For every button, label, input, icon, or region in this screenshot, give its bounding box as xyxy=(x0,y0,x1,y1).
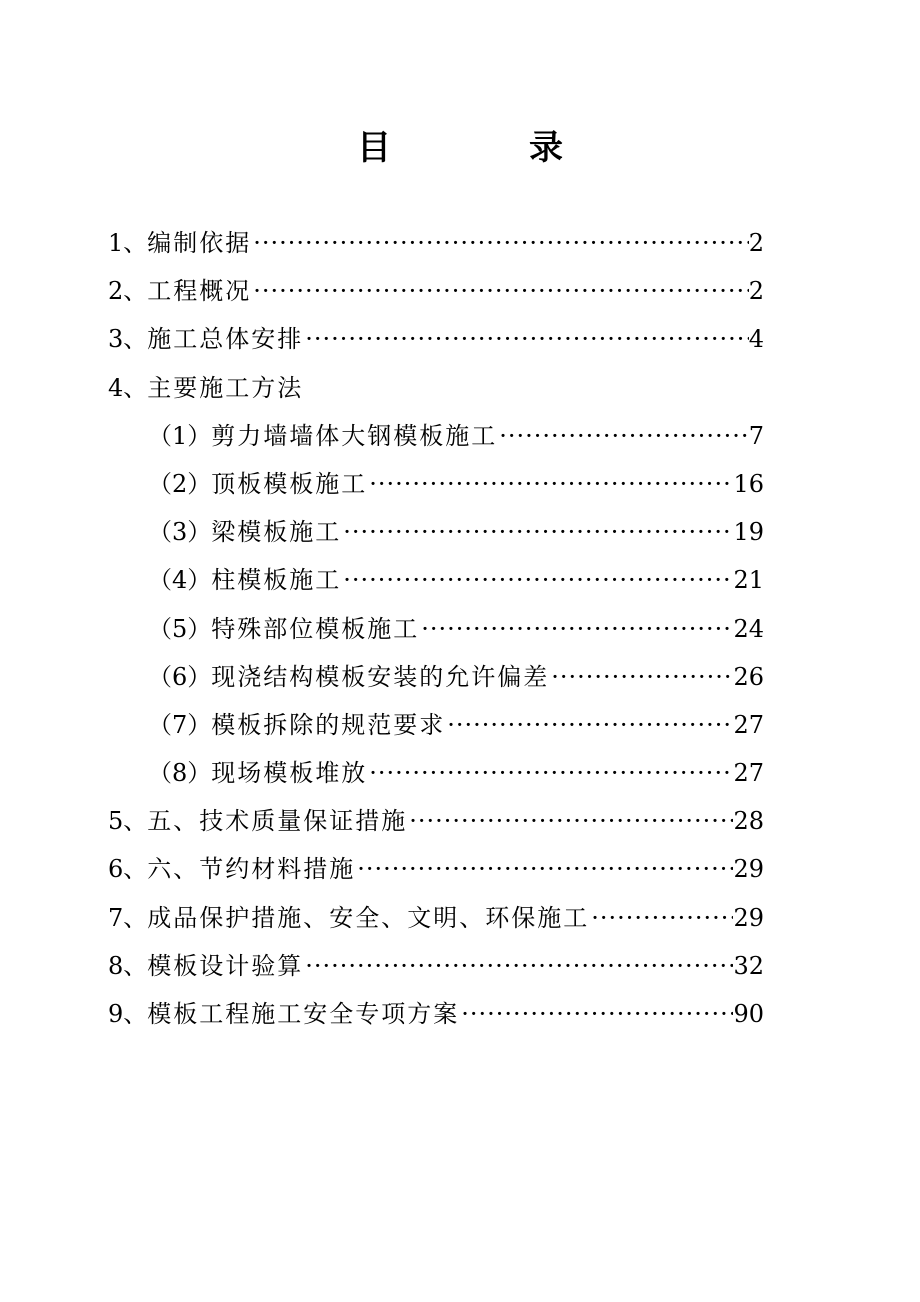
toc-entry-title: 剪力墙墙体大钢模板施工 xyxy=(211,421,498,450)
toc-entry[interactable] xyxy=(108,701,764,749)
toc-entry-page: 27 xyxy=(733,759,764,788)
toc-leader-dots xyxy=(303,942,733,990)
toc-entry-number: 6、 xyxy=(108,855,148,884)
toc-entry-page: 4 xyxy=(748,325,764,354)
toc-leader-dots xyxy=(549,653,733,701)
toc-leader-dots xyxy=(367,749,733,797)
toc-leader-dots xyxy=(303,315,748,363)
toc-leader-dots xyxy=(497,412,748,460)
toc-entry-page: 16 xyxy=(733,469,764,498)
toc-entry-title: 五、技术质量保证措施 xyxy=(147,807,408,836)
toc-leader-dots xyxy=(407,797,733,845)
toc-entry-title: 柱模板施工 xyxy=(211,566,342,595)
toc-entry-title: 现场模板堆放 xyxy=(211,759,368,788)
toc-entry[interactable] xyxy=(108,749,764,797)
toc-entry-page: 29 xyxy=(733,903,764,932)
toc-entry[interactable] xyxy=(108,556,764,604)
toc-entry-page: 7 xyxy=(748,421,764,450)
toc-entry-title: 梁模板施工 xyxy=(211,518,342,547)
toc-entry[interactable] xyxy=(108,315,764,363)
toc-entry-number: （3） xyxy=(148,518,212,547)
toc-leader-dots xyxy=(459,990,733,1038)
toc-title: 目 录 xyxy=(357,128,615,168)
toc-entry[interactable] xyxy=(108,942,764,990)
toc-entry-title: 模板工程施工安全专项方案 xyxy=(147,1000,460,1028)
toc-entry-page: 29 xyxy=(733,855,764,884)
toc-leader-dots xyxy=(419,605,733,653)
toc-entry-title: 模板拆除的规范要求 xyxy=(211,710,446,739)
toc-entry-page: 21 xyxy=(733,566,764,595)
toc-entry-title: 顶板模板施工 xyxy=(211,469,368,498)
toc-entry-number: 8、 xyxy=(108,951,148,980)
table-of-contents xyxy=(108,219,764,1038)
toc-entry-number: （1） xyxy=(148,421,212,450)
toc-entry[interactable] xyxy=(108,460,764,508)
toc-entry-number: （7） xyxy=(148,710,212,739)
toc-entry-title: 模板设计验算 xyxy=(147,951,304,980)
toc-entry-title: 现浇结构模板安装的允许偏差 xyxy=(211,662,550,691)
toc-entry[interactable] xyxy=(108,845,764,893)
toc-entry-number: （4） xyxy=(148,566,212,595)
toc-entry[interactable] xyxy=(108,219,764,267)
toc-entry-number: 3、 xyxy=(108,325,148,354)
toc-entry[interactable] xyxy=(108,508,764,556)
toc-entry-page: 2 xyxy=(748,277,764,306)
toc-entry-number: （8） xyxy=(148,759,212,788)
toc-entry-number: 4、 xyxy=(108,373,148,402)
toc-entry-number: 9、 xyxy=(108,1000,148,1028)
toc-entry-title: 特殊部位模板施工 xyxy=(211,614,420,643)
toc-entry-number: （6） xyxy=(148,662,212,691)
toc-entry[interactable] xyxy=(108,364,764,412)
toc-entry-number: （2） xyxy=(148,469,212,498)
toc-leader-dots xyxy=(341,556,733,604)
toc-entry-page: 27 xyxy=(733,710,764,739)
toc-entry-title: 成品保护措施、安全、文明、环保施工 xyxy=(147,903,590,932)
toc-entry-number: 7、 xyxy=(108,903,148,932)
toc-entry-number: （5） xyxy=(148,614,212,643)
toc-entry-page: 26 xyxy=(733,662,764,691)
toc-entry[interactable] xyxy=(108,267,764,315)
toc-entry-page: 90 xyxy=(733,1000,764,1028)
toc-entry-page: 28 xyxy=(733,807,764,836)
toc-leader-dots xyxy=(367,460,733,508)
toc-entry-page: 24 xyxy=(733,614,764,643)
toc-entry-title: 六、节约材料措施 xyxy=(147,855,356,884)
toc-leader-dots xyxy=(355,845,733,893)
toc-entry-title: 编制依据 xyxy=(147,229,252,257)
toc-entry-title: 施工总体安排 xyxy=(147,325,304,354)
toc-leader-dots xyxy=(341,508,733,556)
toc-leader-dots xyxy=(589,894,733,942)
toc-entry[interactable] xyxy=(108,990,764,1038)
toc-entry-page: 2 xyxy=(748,229,764,257)
toc-leader-dots xyxy=(251,219,748,267)
toc-entry-page: 19 xyxy=(733,518,764,547)
toc-entry-title: 主要施工方法 xyxy=(147,373,304,402)
toc-entry-page: 32 xyxy=(733,951,764,980)
toc-entry[interactable] xyxy=(108,653,764,701)
toc-entry[interactable] xyxy=(108,797,764,845)
toc-entry[interactable] xyxy=(108,412,764,460)
toc-entry-number: 1、 xyxy=(108,229,148,257)
toc-leader-dots xyxy=(251,267,748,315)
toc-entry-number: 5、 xyxy=(108,807,148,836)
toc-entry-title: 工程概况 xyxy=(147,277,252,306)
toc-leader-dots xyxy=(445,701,733,749)
toc-entry-number: 2、 xyxy=(108,277,148,306)
toc-entry[interactable] xyxy=(108,605,764,653)
toc-entry[interactable] xyxy=(108,894,764,942)
